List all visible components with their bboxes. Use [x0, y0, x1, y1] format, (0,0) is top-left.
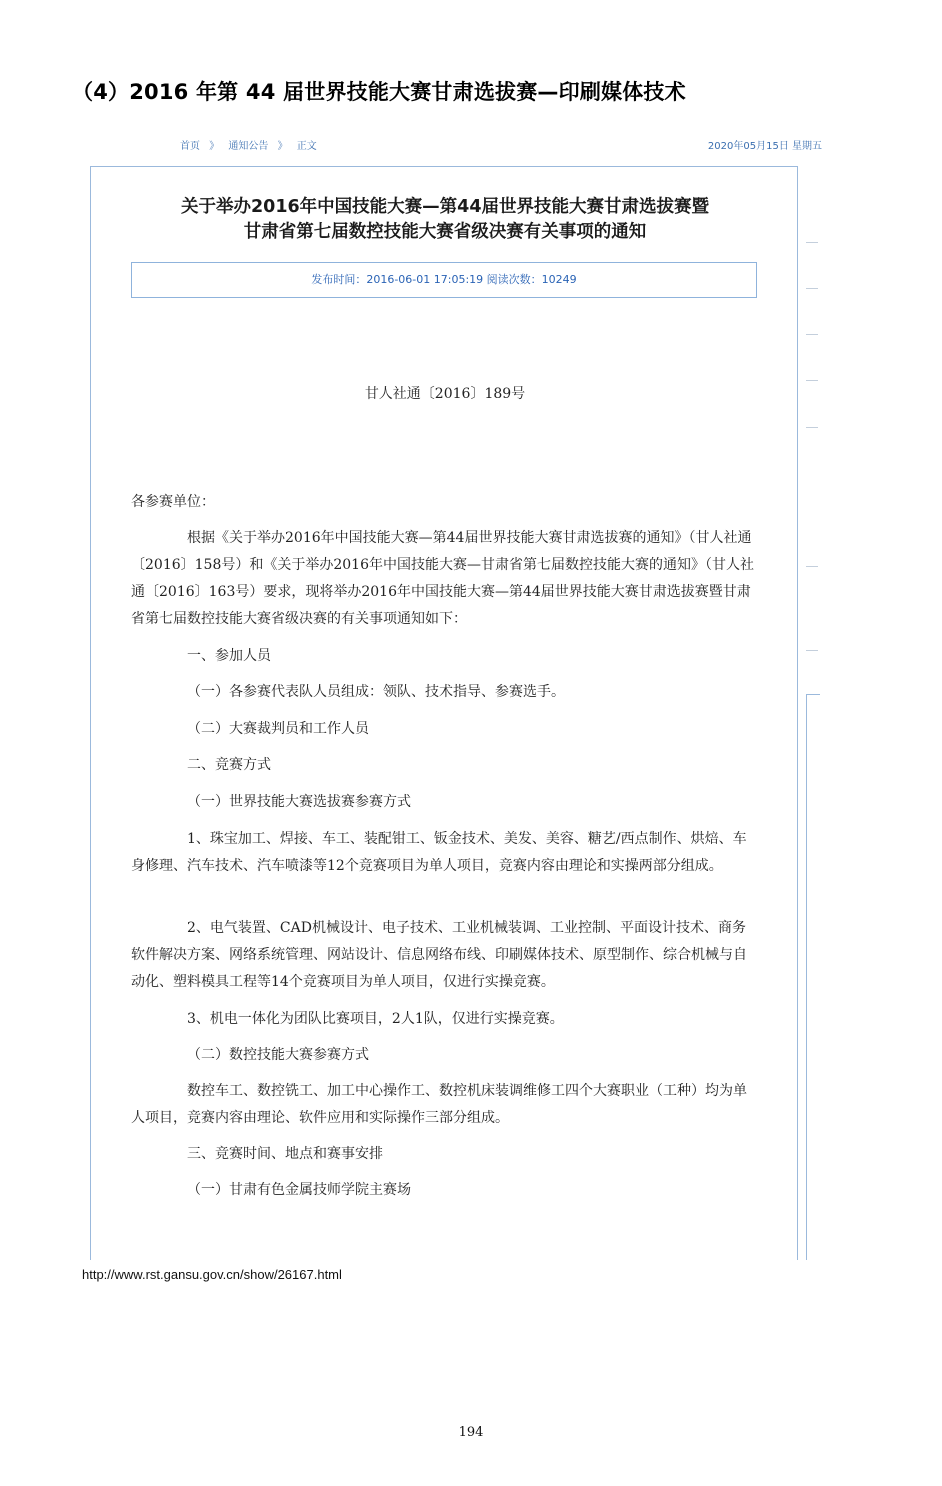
salutation: 各参赛单位： — [131, 494, 215, 510]
sidebar-panel-edge — [806, 694, 820, 1260]
section-heading-1: 一、参加人员 — [187, 648, 271, 664]
breadcrumb-separator: 》 — [277, 141, 288, 152]
article-meta-box: 发布时间：2016-06-01 17:05:19 阅读次数：10249 — [131, 262, 757, 298]
page-number: 194 — [458, 1425, 484, 1440]
breadcrumb-separator: 》 — [209, 141, 220, 152]
divider — [806, 566, 818, 567]
source-url: http://www.rst.gansu.gov.cn/show/26167.html — [82, 1267, 342, 1282]
breadcrumb-current: 正文 — [296, 141, 317, 152]
divider — [806, 427, 818, 428]
article-title-line-1: 关于举办2016年中国技能大赛—第44届世界技能大赛甘肃选拔赛暨 — [180, 197, 710, 217]
paragraph-intro: 根据《关于举办2016年中国技能大赛—第44届世界技能大赛甘肃选拔赛的通知》（甘人社通〔2016〕158号）和《关于举办2016年中国技能大赛—甘肃省第七届数控技能大赛的通知》（甘人社通〔2016〕163号）要求，现将举办2016年中国技能大赛—第44届世界技能大赛甘肃选拔赛暨甘肃省第七届数控技能大赛省级决赛的有关事项通知如下： — [131, 530, 754, 627]
breadcrumb-notices-link[interactable]: 通知公告 — [228, 141, 269, 152]
breadcrumb — [180, 137, 323, 152]
current-date: 2020年05月15日 星期五 — [707, 141, 822, 152]
list-item: （一）甘肃有色金属技师学院主赛场 — [187, 1182, 411, 1198]
document-number: 甘人社通〔2016〕189号 — [364, 386, 526, 402]
paragraph-item-2: 2、电气装置、CAD机械设计、电子技术、工业机械装调、工业控制、平面设计技术、商务软件解决方案、网络系统管理、网站设计、信息网络布线、印刷媒体技术、原型制作、综合机械与自动化、塑料模具工程等14个竞赛项目为单人项目，仅进行实操竞赛。 — [131, 920, 747, 990]
article-title-line-2: 甘肃省第七届数控技能大赛省级决赛有关事项的通知 — [243, 222, 647, 242]
divider — [806, 650, 818, 651]
paragraph-item-1: 1、珠宝加工、焊接、车工、装配钳工、钣金技术、美发、美容、糖艺/西点制作、烘焙、车身修理、汽车技术、汽车喷漆等12个竞赛项目为单人项目，竞赛内容由理论和实操两部分组成。 — [131, 831, 747, 874]
list-item: （一）世界技能大赛选拔赛参赛方式 — [187, 794, 411, 810]
breadcrumb-home-link[interactable]: 首页 — [180, 141, 200, 152]
divider — [806, 288, 818, 289]
article-title — [91, 195, 799, 245]
divider — [806, 334, 818, 335]
divider — [806, 242, 818, 243]
list-item: （一）各参赛代表队人员组成：领队、技术指导、参赛选手。 — [187, 684, 565, 700]
paragraph-item-3: 3、机电一体化为团队比赛项目，2人1队，仅进行实操竞赛。 — [187, 1011, 564, 1027]
list-item: （二）数控技能大赛参赛方式 — [187, 1047, 369, 1063]
top-bar — [90, 137, 822, 153]
divider — [806, 380, 818, 381]
article-panel — [90, 166, 798, 1260]
paragraph-cnc: 数控车工、数控铣工、加工中心操作工、数控机床装调维修工四个大赛职业（工种）均为单人项目，竞赛内容由理论、软件应用和实际操作三部分组成。 — [131, 1083, 747, 1126]
page-heading: （4）2016 年第 44 届世界技能大赛甘肃选拔赛—印刷媒体技术 — [72, 80, 686, 104]
list-item: （二）大赛裁判员和工作人员 — [187, 721, 369, 737]
section-heading-2: 二、竞赛方式 — [187, 757, 271, 773]
section-heading-3: 三、竞赛时间、地点和赛事安排 — [187, 1146, 383, 1162]
